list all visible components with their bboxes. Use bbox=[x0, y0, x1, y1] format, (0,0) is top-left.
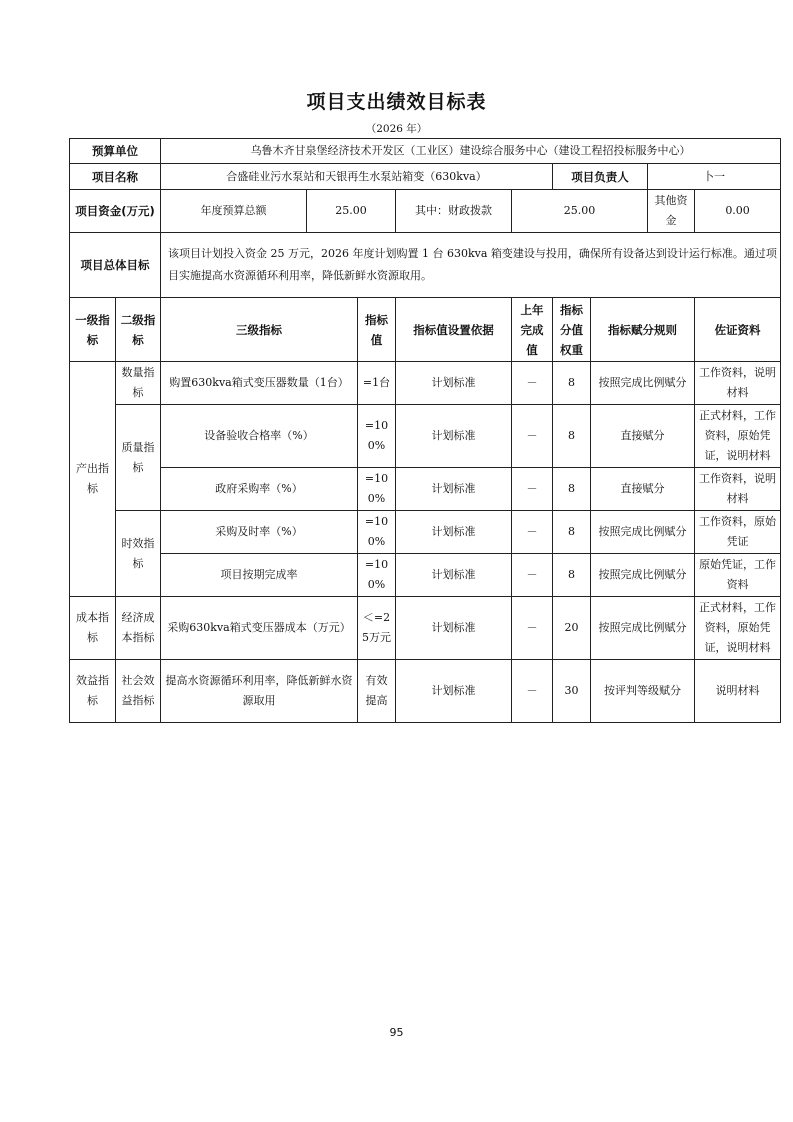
table-row bbox=[70, 468, 781, 511]
overall-goal-label: 项目总体目标 bbox=[70, 233, 161, 298]
indicator-name: 项目按期完成率 bbox=[161, 554, 358, 597]
project-leader-value: 卜一 bbox=[648, 164, 781, 190]
indicator-value: =1台 bbox=[358, 362, 396, 405]
indicator-basis: 计划标准 bbox=[396, 660, 512, 723]
indicator-basis: 计划标准 bbox=[396, 597, 512, 660]
indicator-weight: 20 bbox=[553, 597, 591, 660]
header-weight: 指标分值权重 bbox=[553, 298, 591, 362]
indicator-rule: 按评判等级赋分 bbox=[591, 660, 695, 723]
subgroup-social-benefit: 社会效益指标 bbox=[116, 660, 161, 723]
indicator-name: 采购630kva箱式变压器成本（万元） bbox=[161, 597, 358, 660]
indicator-rule: 直接赋分 bbox=[591, 468, 695, 511]
header-level2: 二级指标 bbox=[116, 298, 161, 362]
indicator-value: =100% bbox=[358, 511, 396, 554]
header-rule: 指标赋分规则 bbox=[591, 298, 695, 362]
indicator-basis: 计划标准 bbox=[396, 511, 512, 554]
indicator-value: =100% bbox=[358, 554, 396, 597]
indicator-name: 提高水资源循环利用率，降低新鲜水资源取用 bbox=[161, 660, 358, 723]
group-output: 产出指标 bbox=[70, 362, 116, 597]
indicator-rule: 按照完成比例赋分 bbox=[591, 597, 695, 660]
indicator-value: ＜=25万元 bbox=[358, 597, 396, 660]
budget-unit-value: 乌鲁木齐甘泉堡经济技术开发区（工业区）建设综合服务中心（建设工程招投标服务中心） bbox=[161, 139, 781, 164]
indicator-evidence: 工作资料，说明材料 bbox=[695, 362, 781, 405]
subgroup-quality: 质量指标 bbox=[116, 405, 161, 511]
header-evidence: 佐证资料 bbox=[695, 298, 781, 362]
indicator-weight: 8 bbox=[553, 405, 591, 468]
header-value: 指标值 bbox=[358, 298, 396, 362]
indicator-weight: 8 bbox=[553, 468, 591, 511]
indicator-value: 有效提高 bbox=[358, 660, 396, 723]
indicator-evidence: 说明材料 bbox=[695, 660, 781, 723]
project-funds-label: 项目资金(万元) bbox=[70, 190, 161, 233]
subgroup-quantity: 数量指标 bbox=[116, 362, 161, 405]
indicator-weight: 30 bbox=[553, 660, 591, 723]
page-title: 项目支出绩效目标表 bbox=[306, 91, 487, 113]
table-row bbox=[70, 405, 781, 468]
indicator-rule: 直接赋分 bbox=[591, 405, 695, 468]
indicator-name: 政府采购率（%） bbox=[161, 468, 358, 511]
indicator-evidence: 工作资料，说明材料 bbox=[695, 468, 781, 511]
header-last-year: 上年完成值 bbox=[512, 298, 553, 362]
indicator-value: =100% bbox=[358, 405, 396, 468]
indicator-weight: 8 bbox=[553, 554, 591, 597]
header-level3: 三级指标 bbox=[161, 298, 358, 362]
group-cost: 成本指标 bbox=[70, 597, 116, 660]
performance-table bbox=[69, 138, 781, 723]
indicator-rule: 按照完成比例赋分 bbox=[591, 554, 695, 597]
indicator-basis: 计划标准 bbox=[396, 468, 512, 511]
indicator-basis: 计划标准 bbox=[396, 362, 512, 405]
other-funds-label: 其他资金 bbox=[648, 190, 695, 233]
indicator-evidence: 正式材料，工作资料，原始凭证，说明材料 bbox=[695, 405, 781, 468]
header-basis: 指标值设置依据 bbox=[396, 298, 512, 362]
overall-goal-text: 该项目计划投入资金 25 万元，2026 年度计划购置 1 台 630kva 箱变建设与投用，确保所有设备达到设计运行标准。通过项目实施提高水资源循环利用率，降低新鲜水资源取用。 bbox=[161, 233, 781, 298]
annual-budget-value: 25.00 bbox=[307, 190, 396, 233]
project-name-value: 合盛硅业污水泵站和天银再生水泵站箱变（630kva） bbox=[161, 164, 553, 190]
indicator-last-year: － bbox=[512, 554, 553, 597]
table-row bbox=[70, 660, 781, 723]
indicator-weight: 8 bbox=[553, 511, 591, 554]
indicator-rule: 按照完成比例赋分 bbox=[591, 511, 695, 554]
table-row bbox=[70, 597, 781, 660]
other-funds-value: 0.00 bbox=[695, 190, 781, 233]
annual-budget-label: 年度预算总额 bbox=[161, 190, 307, 233]
indicator-evidence: 正式材料，工作资料，原始凭证，说明材料 bbox=[695, 597, 781, 660]
indicator-last-year: － bbox=[512, 511, 553, 554]
subgroup-timeliness: 时效指标 bbox=[116, 511, 161, 597]
table-row bbox=[70, 362, 781, 405]
indicator-last-year: － bbox=[512, 660, 553, 723]
project-name-label: 项目名称 bbox=[70, 164, 161, 190]
indicator-last-year: － bbox=[512, 405, 553, 468]
fiscal-allocation-value: 25.00 bbox=[512, 190, 648, 233]
project-leader-label: 项目负责人 bbox=[553, 164, 648, 190]
indicator-name: 采购及时率（%） bbox=[161, 511, 358, 554]
indicator-value: =100% bbox=[358, 468, 396, 511]
indicator-last-year: － bbox=[512, 468, 553, 511]
table-row bbox=[70, 511, 781, 554]
fiscal-allocation-label: 其中：财政拨款 bbox=[396, 190, 512, 233]
indicator-evidence: 工作资料，原始凭证 bbox=[695, 511, 781, 554]
year-label: （2026 年） bbox=[365, 123, 428, 135]
group-benefit: 效益指标 bbox=[70, 660, 116, 723]
indicator-basis: 计划标准 bbox=[396, 554, 512, 597]
subgroup-economic-cost: 经济成本指标 bbox=[116, 597, 161, 660]
indicator-name: 设备验收合格率（%） bbox=[161, 405, 358, 468]
table-row bbox=[70, 554, 781, 597]
indicator-name: 购置630kva箱式变压器数量（1台） bbox=[161, 362, 358, 405]
indicator-last-year: － bbox=[512, 362, 553, 405]
indicator-evidence: 原始凭证，工作资料 bbox=[695, 554, 781, 597]
header-level1: 一级指标 bbox=[70, 298, 116, 362]
indicator-basis: 计划标准 bbox=[396, 405, 512, 468]
indicator-rule: 按照完成比例赋分 bbox=[591, 362, 695, 405]
indicator-last-year: － bbox=[512, 597, 553, 660]
indicator-weight: 8 bbox=[553, 362, 591, 405]
budget-unit-label: 预算单位 bbox=[70, 139, 161, 164]
page-number: 95 bbox=[389, 1026, 404, 1039]
